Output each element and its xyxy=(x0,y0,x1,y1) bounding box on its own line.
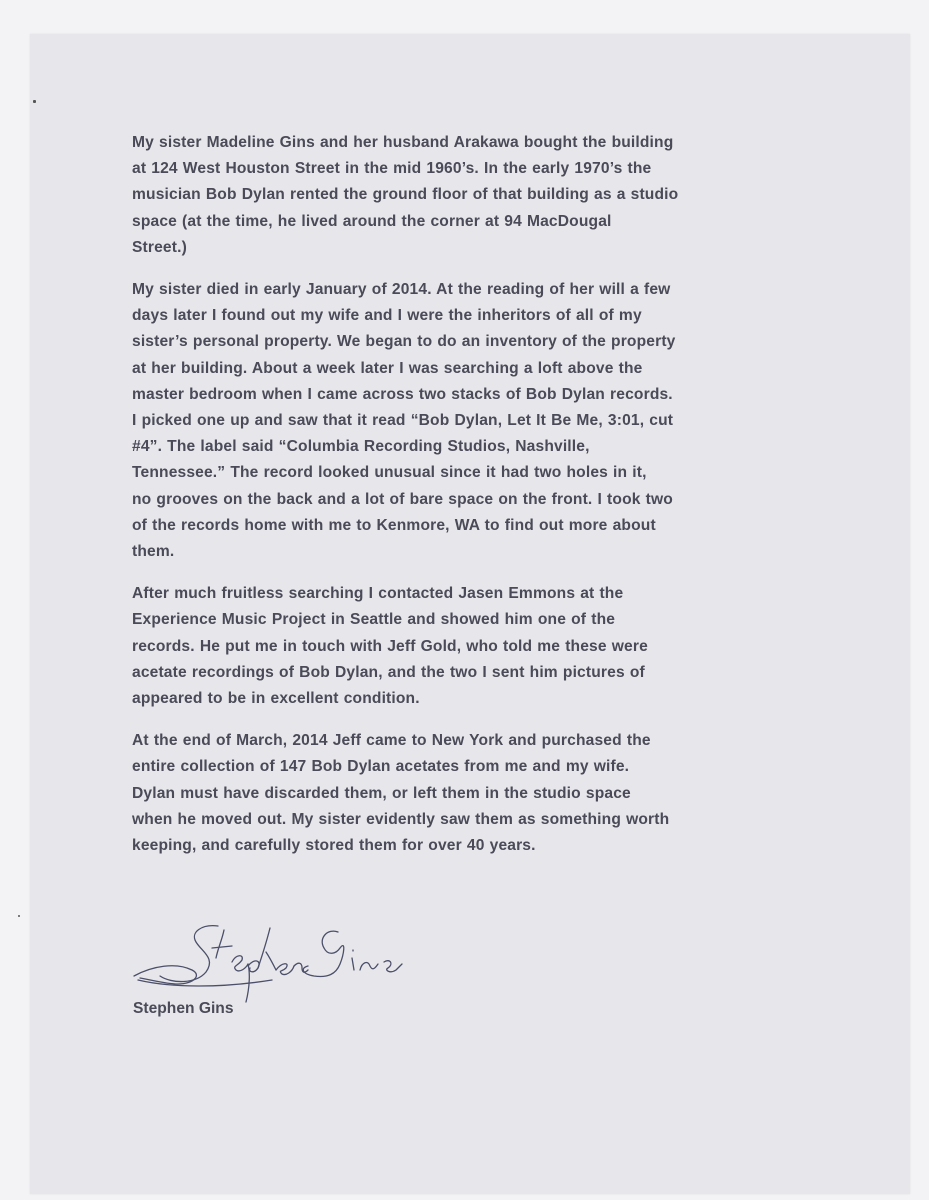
paragraph-1 xyxy=(132,130,812,261)
letter-body xyxy=(132,130,812,875)
paragraph-4 xyxy=(132,728,812,859)
text-line: no grooves on the back and a lot of bare space on the front. I took two xyxy=(132,490,673,508)
text-line: Street.) xyxy=(132,238,187,256)
paragraph-3 xyxy=(132,581,812,712)
text-line: when he moved out. My sister evidently saw them as something worth xyxy=(132,810,670,828)
signer-name: Stephen Gins xyxy=(133,1000,234,1017)
text-line: Tennessee.” The record looked unusual since it had two holes in it, xyxy=(132,464,647,482)
text-line: space (at the time, he lived around the corner at 94 MacDougal xyxy=(132,212,612,230)
text-line: records. He put me in touch with Jeff Gold, who told me these were xyxy=(132,637,648,655)
scan-speck xyxy=(33,100,36,103)
handwritten-signature xyxy=(132,918,452,1010)
text-line: My sister Madeline Gins and her husband Arakawa bought the building xyxy=(132,134,674,151)
text-line: musician Bob Dylan rented the ground floor of that building as a studio xyxy=(132,186,679,204)
paragraph-2 xyxy=(132,277,812,565)
text-line: keeping, and carefully stored them for over 40 years. xyxy=(132,837,536,855)
text-line: #4”. The label said “Columbia Recording Studios, Nashville, xyxy=(132,438,590,456)
text-line: I picked one up and saw that it read “Bob Dylan, Let It Be Me, 3:01, cut xyxy=(132,412,674,430)
text-line: appeared to be in excellent condition. xyxy=(132,690,420,708)
text-line: At the end of March, 2014 Jeff came to New York and purchased the xyxy=(132,732,651,750)
text-line: of the records home with me to Kenmore, WA to find out more about xyxy=(132,516,656,534)
text-line: at 124 West Houston Street in the mid 1960’s. In the early 1970’s the xyxy=(132,160,652,178)
scan-speck xyxy=(18,915,20,917)
text-line: them. xyxy=(132,543,175,561)
text-line: sister’s personal property. We began to do an inventory of the property xyxy=(132,333,676,351)
text-line: Experience Music Project in Seattle and showed him one of the xyxy=(132,611,616,629)
text-line: at her building. About a week later I was searching a loft above the xyxy=(132,359,643,377)
text-line: entire collection of 147 Bob Dylan acetates from me and my wife. xyxy=(132,758,630,776)
text-line: After much fruitless searching I contacted Jasen Emmons at the xyxy=(132,585,624,603)
text-line: master bedroom when I came across two stacks of Bob Dylan records. xyxy=(132,385,673,403)
text-line: Dylan must have discarded them, or left them in the studio space xyxy=(132,784,631,802)
text-line: acetate recordings of Bob Dylan, and the two I sent him pictures of xyxy=(132,663,645,681)
text-line: My sister died in early January of 2014. At the reading of her will a few xyxy=(132,281,671,299)
text-line: days later I found out my wife and I were the inheritors of all of my xyxy=(132,307,642,325)
